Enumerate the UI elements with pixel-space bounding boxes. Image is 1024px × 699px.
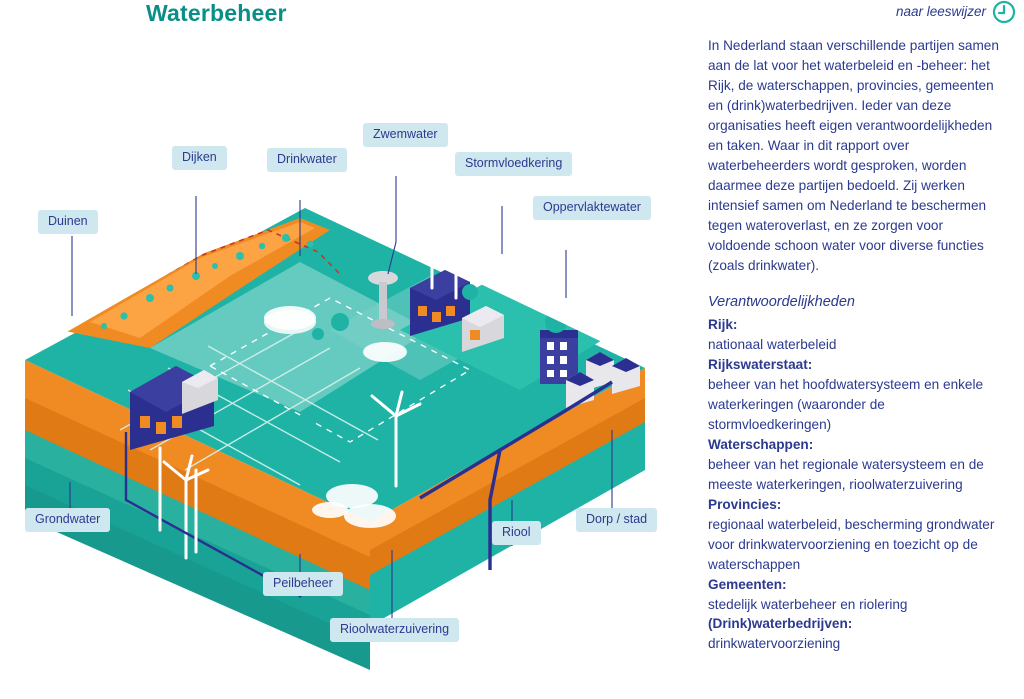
responsibility-provincies: [708, 495, 1008, 575]
responsibility-desc: nationaal waterbeleid: [708, 336, 837, 352]
responsibility-drinkwaterbedrijven: [708, 614, 1008, 654]
responsibility-role: Gemeenten:: [708, 576, 787, 592]
intro-paragraph: In Nederland staan verschillende partijen samen aan de lat voor het waterbeleid en -beheer: het Rijk, de waterschappen, provincies, gemeenten en (drink)waterbedrijven. Ieder van deze organisaties heeft eigen verantwoordelijkheden en taken. Waar in dit rapport over waterbeheerders wordt gesproken, worden daarmee deze partijen bedoeld. Zij werken intensief samen om Nederland te beschermen tegen wateroverlast, en ze zorgen voor voldoende schoon water voor diverse functies (zoals drinkwater).: [708, 38, 999, 273]
responsibility-desc: regionaal waterbeleid, bescherming grondwater voor drinkwatervoorziening en toezicht op de waterschappen: [708, 516, 995, 572]
responsibility-gemeenten: [708, 575, 1008, 615]
diagram-label-riool[interactable]: Riool: [492, 521, 541, 545]
responsibility-desc: beheer van het hoofdwatersysteem en enkele waterkeringen (waaronder de stormvloedkeringen): [708, 376, 984, 432]
page-title: Waterbeheer: [146, 0, 287, 26]
right-text-column: [708, 36, 1008, 654]
responsibility-desc: stedelijk waterbeheer en riolering: [708, 596, 908, 612]
responsibility-role: Rijk:: [708, 316, 738, 332]
diagram-label-dorp-stad[interactable]: Dorp / stad: [576, 508, 657, 532]
responsibility-rijkswaterstaat: [708, 355, 1008, 435]
responsibility-desc: beheer van het regionale watersysteem en de meeste waterkeringen, rioolwaterzuivering: [708, 456, 984, 492]
diagram-label-dijken[interactable]: Dijken: [172, 146, 227, 170]
diagram-label-grondwater[interactable]: Grondwater: [25, 508, 110, 532]
responsibility-role: Rijkswaterstaat:: [708, 356, 813, 372]
storm-surge-barrier: [486, 232, 556, 276]
diagram-label-oppervlaktewater[interactable]: Oppervlaktewater: [533, 196, 651, 220]
responsibility-rijk: [708, 315, 1008, 355]
responsibility-role: Provincies:: [708, 496, 782, 512]
responsibility-role: Waterschappen:: [708, 436, 814, 452]
diagram-label-duinen[interactable]: Duinen: [38, 210, 98, 234]
ground-block: [25, 208, 645, 670]
responsibility-desc: drinkwatervoorziening: [708, 636, 841, 652]
diagram-label-zwemwater[interactable]: Zwemwater: [363, 123, 448, 147]
circular-arrow-icon[interactable]: [992, 0, 1016, 24]
reader-link[interactable]: naar leeswijzer: [895, 4, 986, 19]
diagram-label-stormvloedkering[interactable]: Stormvloedkering: [455, 152, 572, 176]
responsibilities-heading: Verantwoordelijkheden: [708, 293, 855, 310]
diagram-label-drinkwater[interactable]: Drinkwater: [267, 148, 347, 172]
diagram-label-rioolwaterzuivering[interactable]: Rioolwaterzuivering: [330, 618, 459, 642]
waterbeheer-illustration: [0, 30, 700, 699]
responsibility-role: (Drink)waterbedrijven:: [708, 616, 853, 632]
diagram-label-peilbeheer[interactable]: Peilbeheer: [263, 572, 343, 596]
responsibility-waterschappen: [708, 435, 1008, 495]
